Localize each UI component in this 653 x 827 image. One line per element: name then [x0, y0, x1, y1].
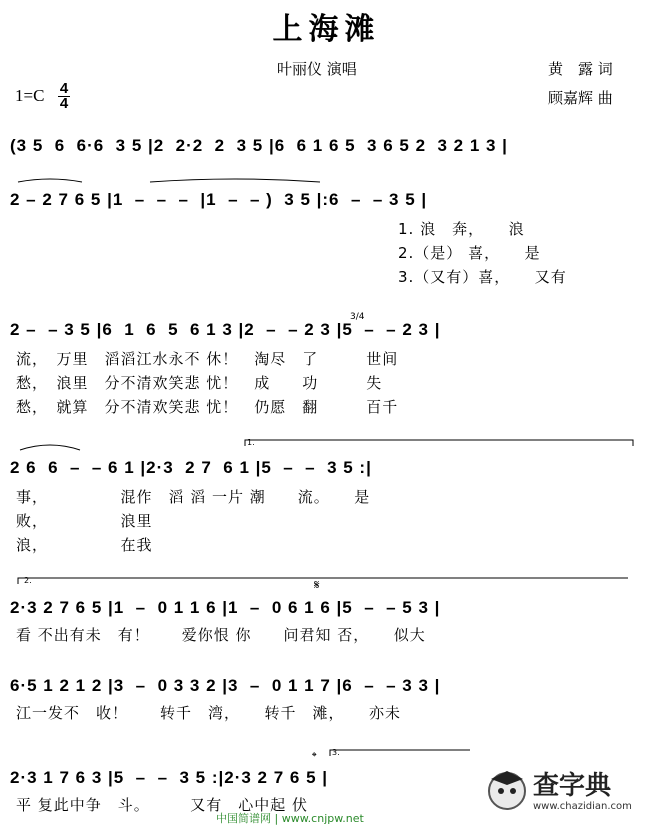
- slur-2: [18, 179, 82, 182]
- lyric-verse-2: 败， 浪里: [16, 512, 153, 530]
- meter-change: 3/4: [350, 312, 365, 322]
- key-signature: 1=C: [15, 86, 45, 105]
- lyricist: 黄 露 词: [548, 60, 613, 78]
- lyric-verse-1: 事， 混作 滔 滔 一片 潮 流。 是: [16, 488, 371, 506]
- volta-label-2: 2.: [24, 576, 32, 585]
- volta-bracket-1: [245, 440, 633, 446]
- notation-line: 6·5 1 2 1 2 |3 – 0 3 3 2 |3 – 0 1 1 7 |6 – – 3 3 |: [10, 676, 441, 695]
- badge-text: 查字典: [533, 771, 612, 801]
- watermark-badge: [485, 761, 645, 821]
- badge-url: www.chazidian.com: [533, 801, 632, 812]
- coda-mark: 𝄌: [312, 750, 317, 765]
- lyric-verse-1: 1. 浪 奔， 浪: [398, 220, 525, 238]
- lyric-line: 平 复此中争 斗。 又有 心中起 伏: [16, 796, 309, 814]
- time-bottom: 4: [59, 95, 69, 112]
- lyric-verse-1: 流， 万里 滔滔江水永不 休！ 淘尽 了 世间: [16, 350, 399, 368]
- lyric-verse-3: 浪， 在我: [16, 536, 153, 554]
- lyric-verse-3: 愁， 就算 分不清欢笑悲 忧！ 仍愿 翻 百千: [16, 398, 399, 416]
- time-top: 4: [59, 80, 69, 97]
- volta-bracket-3: [330, 750, 470, 756]
- segno-mark: 𝄋: [314, 578, 320, 593]
- lyric-line: 看 不出有未 有！ 爱你恨 你 问君知 否， 似大: [16, 626, 426, 644]
- lyric-verse-2: 2.（是） 喜， 是: [398, 244, 541, 262]
- notation-line: 2 – 2 7 6 5 |1 – – – |1 – – ) 3 5 |:6 – – 3 5 |: [10, 190, 428, 209]
- volta-label-1: 1.: [247, 438, 255, 447]
- performer: 叶丽仪 演唱: [277, 60, 357, 78]
- tie-1: [150, 179, 320, 182]
- lyric-verse-3: 3.（又有）喜， 又有: [398, 268, 567, 286]
- composer: 顾嘉辉 曲: [548, 89, 613, 107]
- notation-line: 2·3 1 7 6 3 |5 – – 3 5 :|2·3 2 7 6 5 |: [10, 768, 328, 787]
- volta-label-3: 3.: [332, 748, 340, 757]
- lyric-line: 江一发不 收！ 转千 湾， 转千 滩， 亦未: [16, 704, 402, 722]
- volta-bracket-2: [18, 578, 628, 584]
- notation-line: 2·3 2 7 6 5 |1 – 0 1 1 6 |1 – 0 6 1 6 |5 – – 5 3 |: [10, 598, 441, 617]
- lyric-verse-2: 愁， 浪里 分不清欢笑悲 忧！ 成 功 失: [16, 374, 383, 392]
- notation-line: (3 5 6 6·6 3 5 |2 2·2 2 3 5 |6 6 1 6 5 3 6 5 2 3 2 1 3 |: [10, 136, 508, 155]
- notation-line: 2 – – 3 5 |6 1 6 5 6 1 3 |2 – – 2 3 |5 – – 2 3 |: [10, 320, 441, 339]
- footer-site: 中国简谱网 | www.cnjpw.net: [216, 812, 364, 825]
- song-title: 上海滩: [272, 12, 381, 47]
- slur-1: [20, 445, 80, 450]
- notation-line: 2 6 6 – – 6 1 |2·3 2 7 6 1 |5 – – 3 5 :|: [10, 458, 372, 477]
